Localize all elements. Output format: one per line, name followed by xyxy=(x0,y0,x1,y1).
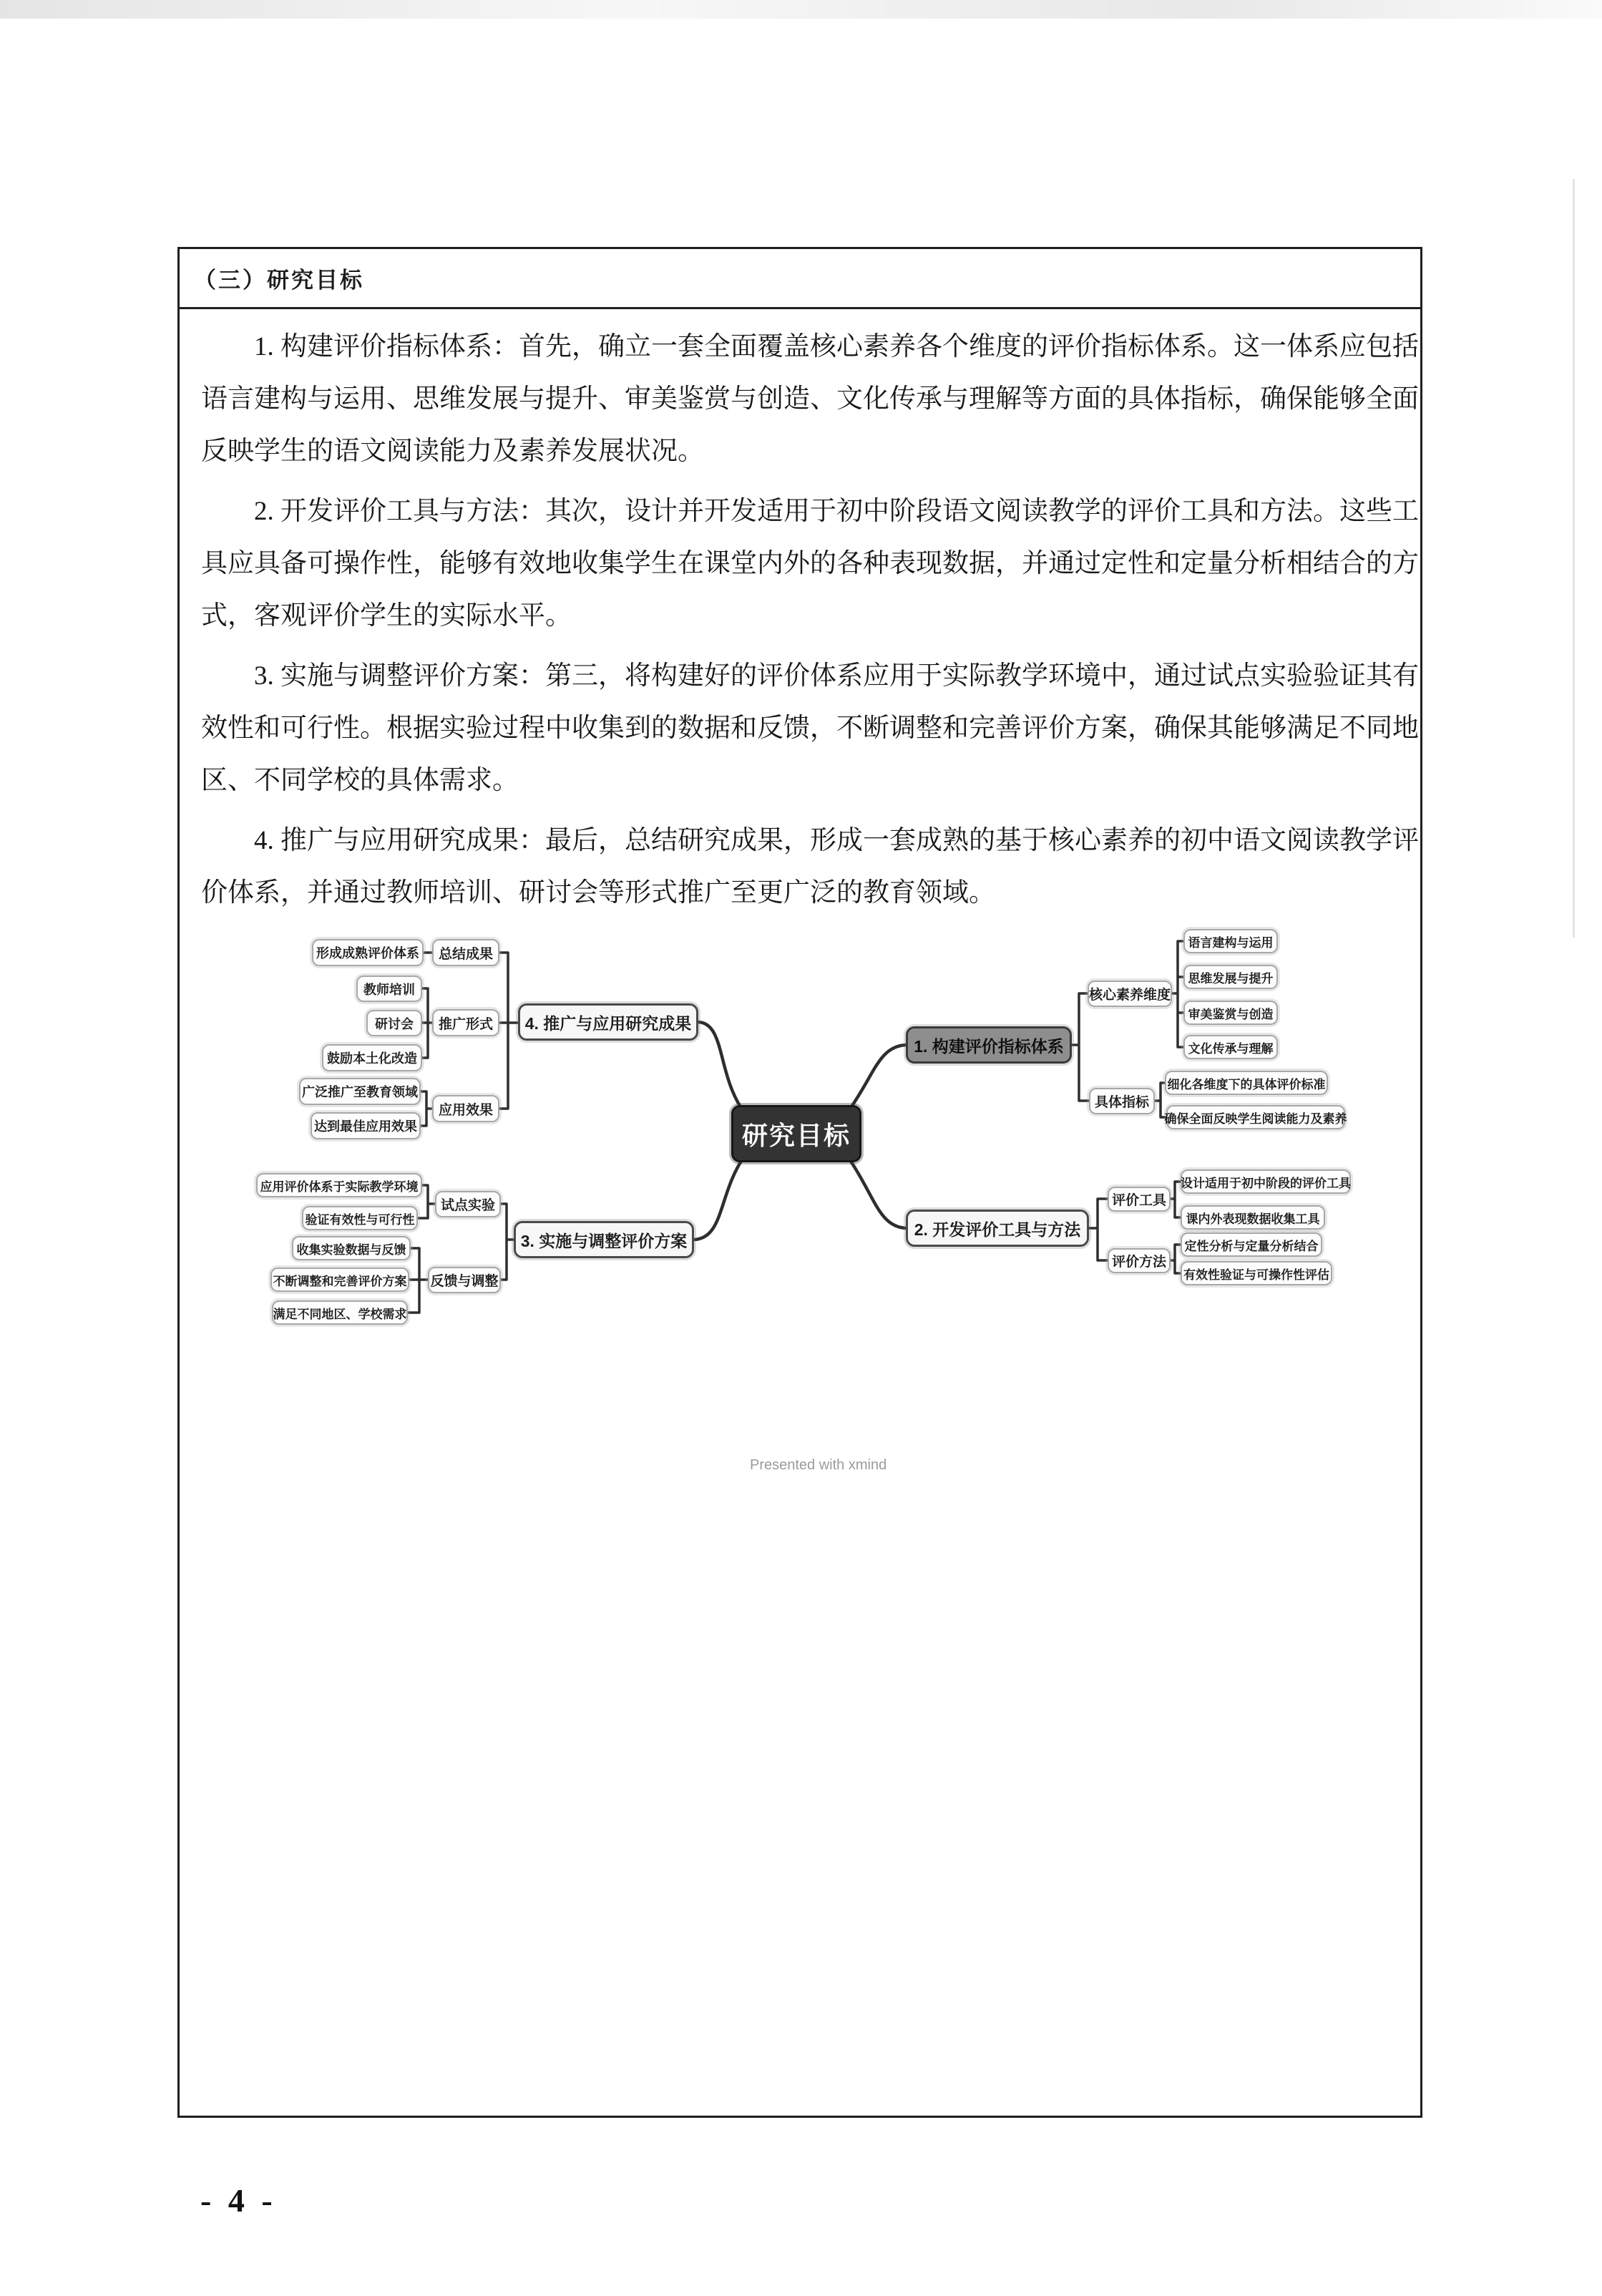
mindmap-group-eval-methods: 评价方法 xyxy=(1108,1248,1171,1273)
mindmap-leaf-b1-0-0: 语言建构与运用 xyxy=(1183,929,1278,953)
mindmap-leaf-b4-1-2: 鼓励本土化改造 xyxy=(322,1044,422,1071)
mindmap-leaf-b2-1-1: 有效性验证与可操作性评估 xyxy=(1181,1261,1332,1285)
mindmap-leaf-b4-2-0: 广泛推广至教育领域 xyxy=(299,1078,421,1105)
mindmap-leaf-b3-1-0: 收集实验数据与反馈 xyxy=(292,1236,411,1260)
mindmap-group-specific-indicators: 具体指标 xyxy=(1089,1088,1155,1114)
mindmap-leaf-b3-1-1: 不断调整和完善评价方案 xyxy=(270,1268,409,1292)
section-title: （三）研究目标 xyxy=(194,268,364,293)
mindmap-leaf-b4-1-1: 研讨会 xyxy=(366,1010,422,1036)
mindmap-leaf-b3-1-2: 满足不同地区、学校需求 xyxy=(272,1300,408,1325)
mindmap-leaf-b1-1-0: 细化各维度下的具体评价标准 xyxy=(1165,1071,1328,1095)
mindmap-branch-node-3: 3. 实施与调整评价方案 xyxy=(514,1221,694,1258)
mindmap-leaf-b2-1-0: 定性分析与定量分析结合 xyxy=(1181,1232,1322,1257)
mindmap-group-eval-tools: 评价工具 xyxy=(1108,1187,1171,1212)
page-number: - 4 - xyxy=(200,2182,277,2219)
mindmap-group-core-dimensions: 核心素养维度 xyxy=(1088,981,1172,1007)
paragraph-3: 3. 实施与调整评价方案：第三，将构建好的评价体系应用于实际教学环境中，通过试点实验验证其有效性和可行性。根据实验过程中收集到的数据和反馈，不断调整和完善评价方案，确保其能够满足不同地区、不同学校的具体需求。 xyxy=(201,661,1419,795)
mindmap-center-node: 研究目标 xyxy=(731,1105,861,1162)
mindmap-leaf-b2-0-0: 设计适用于初中阶段的评价工具 xyxy=(1181,1169,1351,1194)
mindmap-leaf-b1-1-1: 确保全面反映学生阅读能力及素养 xyxy=(1166,1105,1345,1129)
paragraph-4: 4. 推广与应用研究成果：最后，总结研究成果，形成一套成熟的基于核心素养的初中语文阅读教学评价体系，并通过教师培训、研讨会等形式推广至更广泛的教育领域。 xyxy=(201,826,1419,908)
mindmap-leaf-b1-0-3: 文化传承与理解 xyxy=(1183,1035,1278,1059)
mindmap-leaf-b3-0-0: 应用评价体系于实际教学环境 xyxy=(256,1173,422,1197)
mindmap-leaf-b2-0-1: 课内外表现数据收集工具 xyxy=(1181,1205,1325,1230)
mindmap-branch-node-2: 2. 开发评价工具与方法 xyxy=(906,1210,1089,1247)
paragraph-2: 2. 开发评价工具与方法：其次，设计并开发适用于初中阶段语文阅读教学的评价工具和方法。这些工具应具备可操作性，能够有效地收集学生在课堂内外的各种表现数据，并通过定性和定量分析相结合的方式，客观评价学生的实际水平。 xyxy=(201,497,1419,631)
mindmap-branch-node-4: 4. 推广与应用研究成果 xyxy=(518,1003,698,1041)
xmind-watermark: Presented with xmind xyxy=(750,1457,887,1473)
paragraph-1: 1. 构建评价指标体系：首先，确立一套全面覆盖核心素养各个维度的评价指标体系。这一体系应包括语言建构与运用、思维发展与提升、审美鉴赏与创造、文化传承与理解等方面的具体指标，确保能够全面反映学生的语文阅读能力及素养发展状况。 xyxy=(201,332,1419,466)
mindmap-group-application-effects: 应用效果 xyxy=(432,1095,499,1122)
mindmap-leaf-b4-1-0: 教师培训 xyxy=(356,976,422,1002)
mindmap-leaf-b4-2-1: 达到最佳应用效果 xyxy=(311,1112,421,1139)
mindmap-leaf-b1-0-2: 审美鉴赏与创造 xyxy=(1183,1001,1278,1025)
mindmap-group-feedback-adjust: 反馈与调整 xyxy=(428,1267,501,1293)
mindmap-leaf-b4-0-0: 形成成熟评价体系 xyxy=(312,939,424,966)
mindmap-branch-node-1: 1. 构建评价指标体系 xyxy=(906,1026,1072,1064)
mindmap-group-pilot-experiment: 试点实验 xyxy=(435,1191,501,1217)
mindmap-group-promotion-forms: 推广形式 xyxy=(432,1009,499,1036)
mindmap-leaf-b1-0-1: 思维发展与提升 xyxy=(1183,965,1278,989)
mindmap-group-summary-results: 总结成果 xyxy=(432,939,499,966)
mindmap-leaf-b3-0-1: 验证有效性与可行性 xyxy=(302,1206,418,1230)
